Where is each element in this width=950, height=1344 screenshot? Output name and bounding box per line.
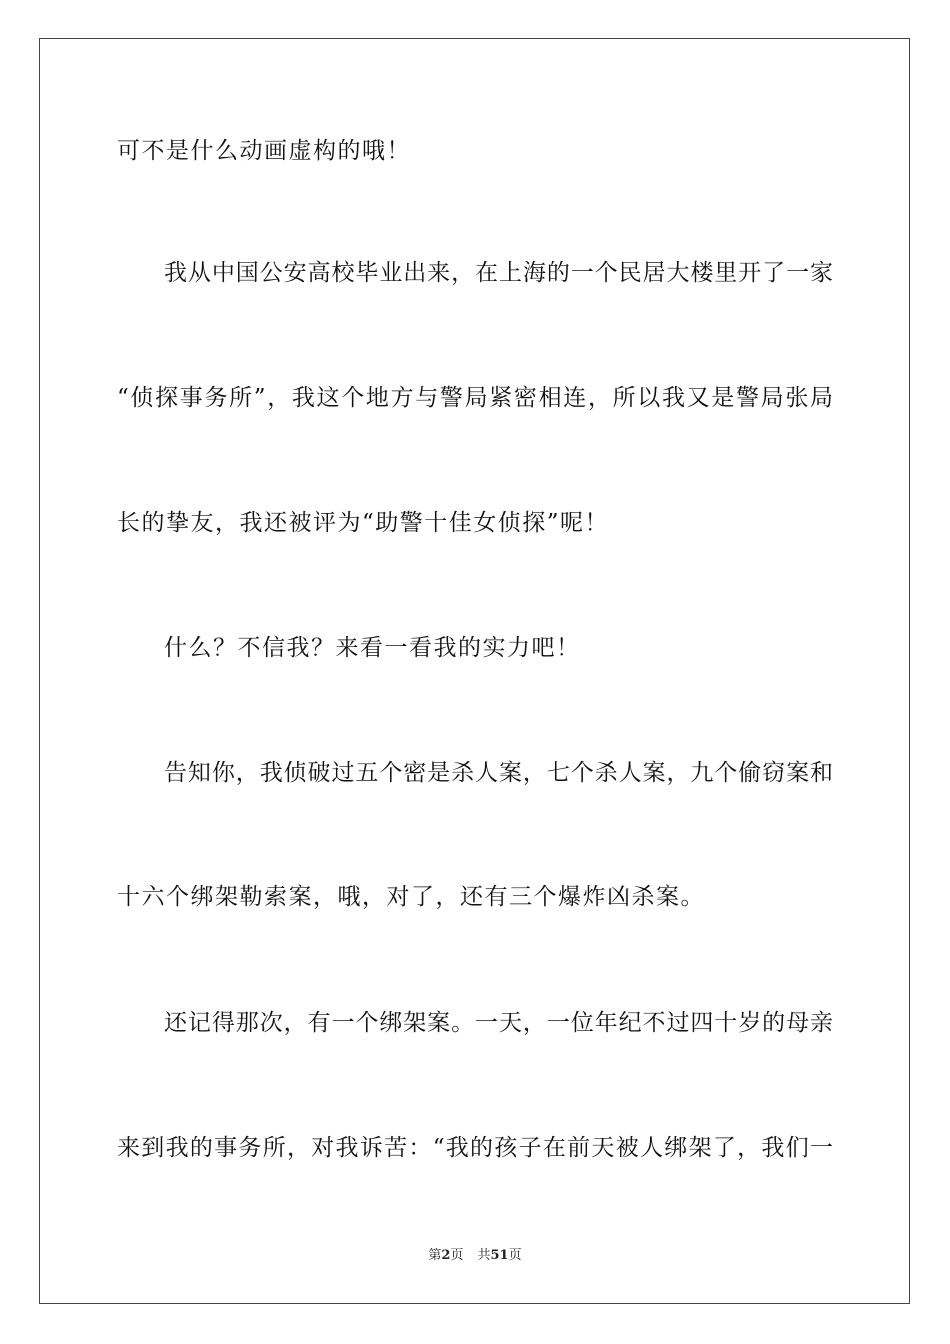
- text-line-8: 还记得那次，有一个绑架案。一天，一位年纪不过四十岁的母亲: [164, 1010, 833, 1036]
- text-line-2: 我从中国公安高校毕业出来，在上海的一个民居大楼里开了一家: [164, 260, 833, 286]
- text-line-6: 告知你，我侦破过五个密是杀人案，七个杀人案，九个偷窃案和: [164, 760, 833, 786]
- total-suffix: 页: [508, 1248, 522, 1263]
- total-pages: 51: [490, 1248, 509, 1263]
- total-prefix: 共: [477, 1248, 491, 1263]
- text-line-5: 什么？不信我？来看一看我的实力吧！: [164, 635, 581, 661]
- text-line-4: 长的挚友，我还被评为“助警十佳女侦探”呢！: [117, 510, 610, 536]
- page-suffix: 页: [450, 1248, 464, 1263]
- page-prefix: 第: [428, 1248, 442, 1263]
- text-line-3: “侦探事务所”，我这个地方与警局紧密相连，所以我又是警局张局: [117, 385, 833, 411]
- page-border: [39, 38, 910, 1304]
- text-line-1: 可不是什么动画虚构的哦！: [117, 138, 411, 164]
- page-number: 2: [441, 1248, 451, 1263]
- text-line-7: 十六个绑架勒索案，哦，对了，还有三个爆炸凶杀案。: [117, 884, 705, 910]
- text-line-9: 来到我的事务所，对我诉苦：“我的孩子在前天被人绑架了，我们一: [117, 1135, 833, 1161]
- page-footer: [0, 1247, 950, 1265]
